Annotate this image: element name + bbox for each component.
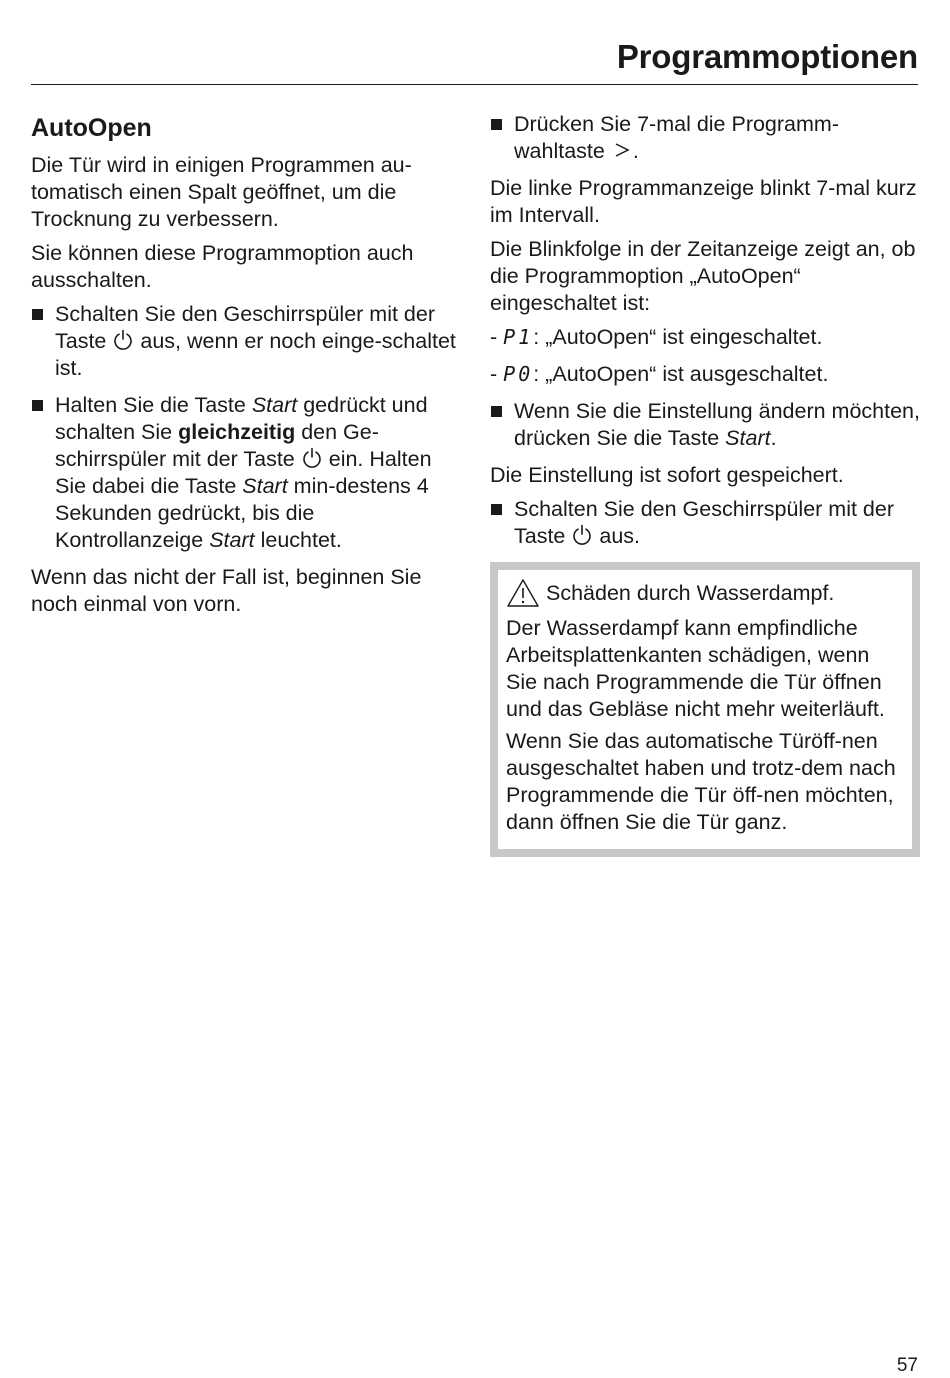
instruction-text: Halten Sie die Taste bbox=[55, 393, 246, 417]
warning-header bbox=[506, 578, 904, 608]
option-on-line bbox=[490, 324, 920, 351]
bullet-square-icon bbox=[491, 406, 502, 417]
bullet-square-icon bbox=[491, 119, 502, 130]
power-icon bbox=[301, 447, 323, 469]
dash-marker: - bbox=[490, 325, 498, 349]
option-text: : „AutoOpen“ ist eingeschaltet. bbox=[533, 325, 823, 349]
instruction-text-pre: Wenn Sie die Einstellung ändern möchten, drücken Sie die Taste bbox=[514, 399, 920, 450]
warning-triangle-icon bbox=[506, 578, 540, 608]
bullet-square-icon bbox=[32, 309, 43, 320]
warning-box bbox=[490, 562, 920, 857]
instruction-switch-off bbox=[31, 301, 463, 382]
bullet-square-icon bbox=[491, 504, 502, 515]
instruction-text-pre: Drücken Sie 7-mal die Programm-wahltaste bbox=[514, 112, 839, 163]
instruction-text-pre: Schalten Sie den Geschirrspüler mit der Taste bbox=[514, 497, 895, 548]
start-key-label: Start bbox=[209, 528, 255, 552]
header-divider bbox=[31, 84, 918, 85]
instruction-switch-off-final bbox=[490, 496, 920, 550]
start-key-label: Start bbox=[242, 474, 288, 498]
power-icon bbox=[112, 329, 134, 351]
display-code: P0 bbox=[503, 362, 534, 386]
instruction-text-post: aus, wenn er noch einge-schaltet ist. bbox=[55, 329, 456, 380]
instruction-text: leuchtet. bbox=[260, 528, 342, 552]
instruction-press-program bbox=[490, 111, 920, 165]
program-display-paragraph: Die linke Programmanzeige blinkt 7-mal kurz im Intervall. bbox=[490, 176, 917, 227]
bullet-square-icon bbox=[32, 400, 43, 411]
warning-paragraph-1: Der Wasserdampf kann empfindliche Arbeitsplattenkanten schädigen, wenn Sie nach Programmende die Tür öffnen und das Gebläse nicht mehr weiterläuft. bbox=[506, 616, 885, 721]
chevron-right-icon bbox=[613, 140, 631, 160]
instruction-change-setting bbox=[490, 398, 920, 452]
start-key-label: Start bbox=[251, 393, 298, 417]
right-column bbox=[490, 111, 920, 857]
intro-paragraph-2: Sie können diese Programmoption auch ausschalten. bbox=[31, 241, 414, 292]
instruction-text-post: aus. bbox=[599, 524, 640, 548]
option-off-line bbox=[490, 361, 920, 388]
outro-paragraph: Wenn das nicht der Fall ist, beginnen Sie noch einmal von vorn. bbox=[31, 565, 422, 616]
option-text: : „AutoOpen“ ist ausgeschaltet. bbox=[533, 362, 829, 386]
emphasis-text: gleichzeitig bbox=[178, 420, 296, 444]
blink-sequence-paragraph: Die Blinkfolge in der Zeitanzeige zeigt an, ob die Programmoption „AutoOpen“ eingeschaltet ist: bbox=[490, 237, 916, 315]
saved-paragraph: Die Einstellung ist sofort gespeichert. bbox=[490, 463, 844, 487]
warning-paragraph-2: Wenn Sie das automatische Türöff-nen ausgeschaltet haben und trotz-dem nach Programmende die Tür öff-nen möchten, dann öffnen Sie die Tür ganz. bbox=[506, 729, 896, 834]
page-title: Programmoptionen bbox=[616, 38, 918, 75]
instruction-text: gedrückt und schalten Sie bbox=[55, 393, 428, 444]
instruction-hold-start bbox=[31, 392, 463, 554]
instruction-text-pre: Schalten Sie den Geschirrspüler mit der Taste bbox=[55, 302, 436, 353]
intro-paragraph-1: Die Tür wird in einigen Programmen au-tomatisch einen Spalt geöffnet, um die Trocknung zu verbessern. bbox=[31, 153, 412, 231]
dash-marker: - bbox=[490, 362, 498, 386]
instruction-text-post: . bbox=[770, 426, 777, 450]
section-heading: AutoOpen bbox=[31, 114, 152, 142]
warning-title: Schäden durch Wasserdampf. bbox=[546, 580, 835, 605]
instruction-text: ein. Halten Sie dabei die Taste bbox=[55, 447, 432, 498]
instruction-text-post: . bbox=[632, 139, 639, 163]
page-number: 57 bbox=[896, 1355, 918, 1376]
display-code: P1 bbox=[503, 325, 534, 349]
instruction-text: min-destens 4 Sekunden gedrückt, bis die Kontrollanzeige bbox=[55, 474, 429, 552]
start-key-label: Start bbox=[725, 426, 771, 450]
instruction-text: den Ge-schirrspüler mit der Taste bbox=[55, 420, 379, 471]
left-column bbox=[31, 112, 463, 625]
power-icon bbox=[571, 524, 593, 546]
